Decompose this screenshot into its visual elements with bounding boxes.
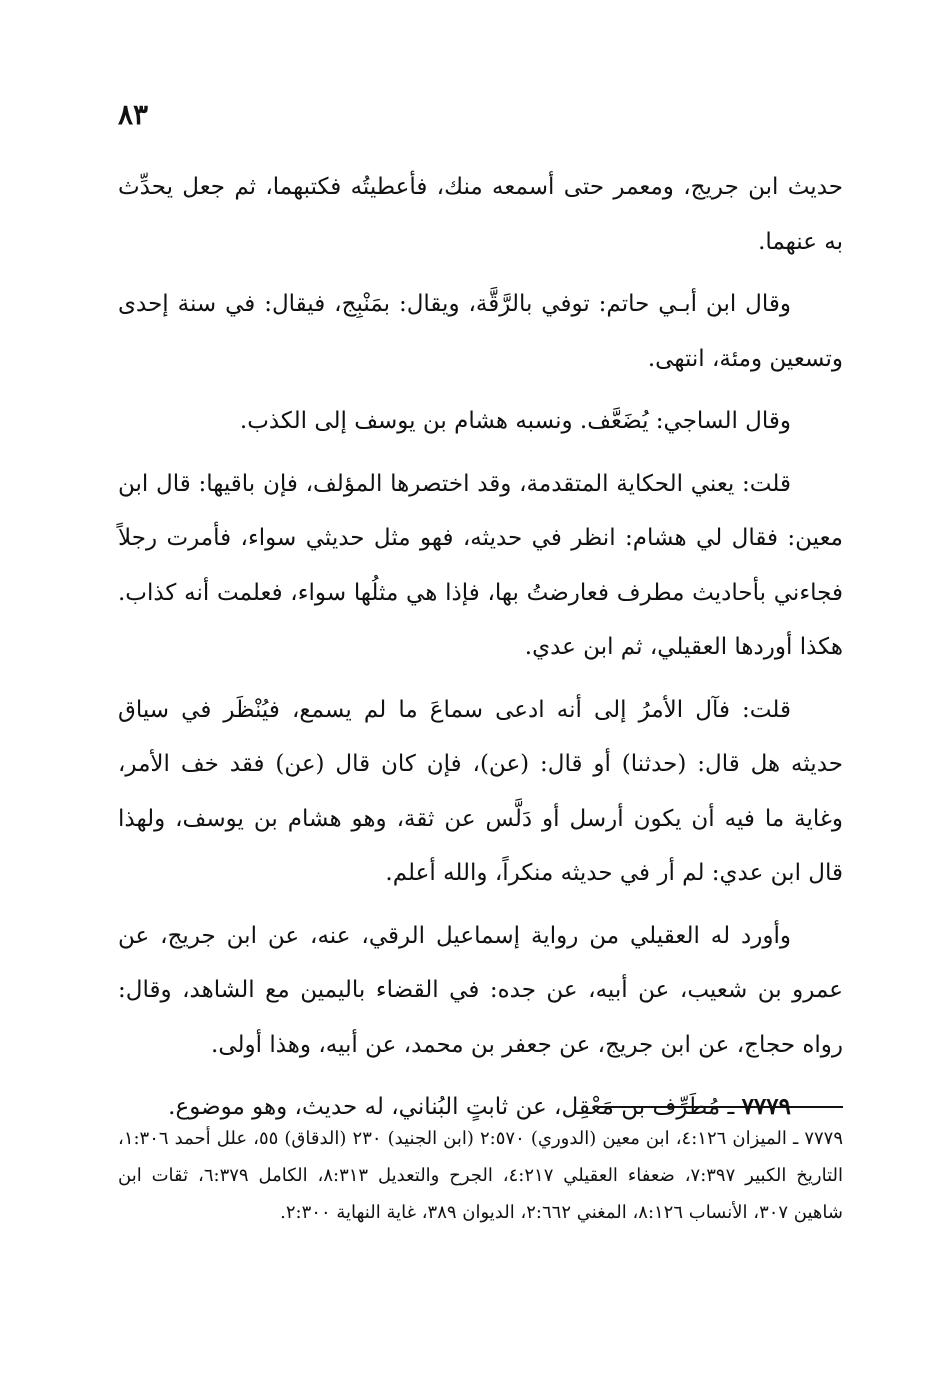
paragraph-ibn-abi-hatim: وقال ابن أبـي حاتم: توفي بالرَّقَّة، ويقال: بمَنْبِج، فيقال: في سنة إحدى وتسعين ومئة، انتهى.	[118, 291, 843, 372]
paragraph-al-saji: وقال الساجي: يُضَعَّف. ونسبه هشام بن يوسف إلى الكذب.	[239, 408, 791, 434]
paragraph-continuation: حديث ابن جريج، ومعمر حتى أسمعه منك، فأعطيتُه فكتبهما، ثم جعل يحدِّث به عنهما.	[118, 174, 843, 255]
page-number: ٨٣	[118, 98, 149, 131]
main-text	[118, 160, 843, 1143]
paragraph-qultu-hikaya: قلت: يعني الحكاية المتقدمة، وقد اختصرها المؤلف، فإن باقيها: قال ابن معين: فقال لي هشام: انظر في حديثه، فهو مثل حديثي سواء، فأمرت رجلاً فجاءني بأحاديث مطرف فعارضتُ بها، فإذا هي مثلُها سواء، فعلمت أنه كذاب. هكذا أوردها العقيلي، ثم ابن عدي.	[118, 470, 843, 660]
entry-text: ـ مُطَرِّف بن مَعْقِل، عن ثابتٍ البُناني، له حديث، وهو موضوع.	[168, 1094, 735, 1120]
footnote-references: ٧٧٧٩ ـ الميزان ٤:١٢٦، ابن معين (الدوري) ٢:٥٧٠ (ابن الجنيد) ٢٣٠ (الدقاق) ٥٥، علل أحمد ١:٣٠٦، التاريخ الكبير ٧:٣٩٧، ضعفاء العقيلي ٤:٢١٧، الجرح والتعديل ٨:٣١٣، الكامل ٦:٣٧٩، ثقات ابن شاهين ٣٠٧، الأنساب ٨:١٢٦، المغني ٢:٦٦٢، الديوان ٣٨٩، غاية النهاية ٢:٣٠٠.	[118, 1128, 843, 1223]
footnote-divider	[597, 1106, 843, 1108]
paragraph-qultu-amr: قلت: فآل الأمرُ إلى أنه ادعى سماعَ ما لم يسمع، فيُنْظَر في سياق حديثه هل قال: (حدثنا) أو قال: (عن)، فإن كان قال (عن) فقد خف الأمر، وغاية ما فيه أن يكون أرسل أو دَلَّس عن ثقة، وهو هشام بن يوسف، ولهذا قال ابن عدي: لم أر في حديثه منكراً، والله أعلم.	[118, 696, 843, 886]
entry-number: ٧٧٧٩	[741, 1093, 791, 1120]
paragraph-uqayli-riwaya: وأورد له العقيلي من رواية إسماعيل الرقي، عنه، عن ابن جريج، عن عمرو بن شعيب، عن أبيه، عن جده: في القضاء باليمين مع الشاهد، وقال: رواه حجاج، عن ابن جريج، عن جعفر بن محمد، عن أبيه، وهذا أولى.	[118, 922, 843, 1058]
